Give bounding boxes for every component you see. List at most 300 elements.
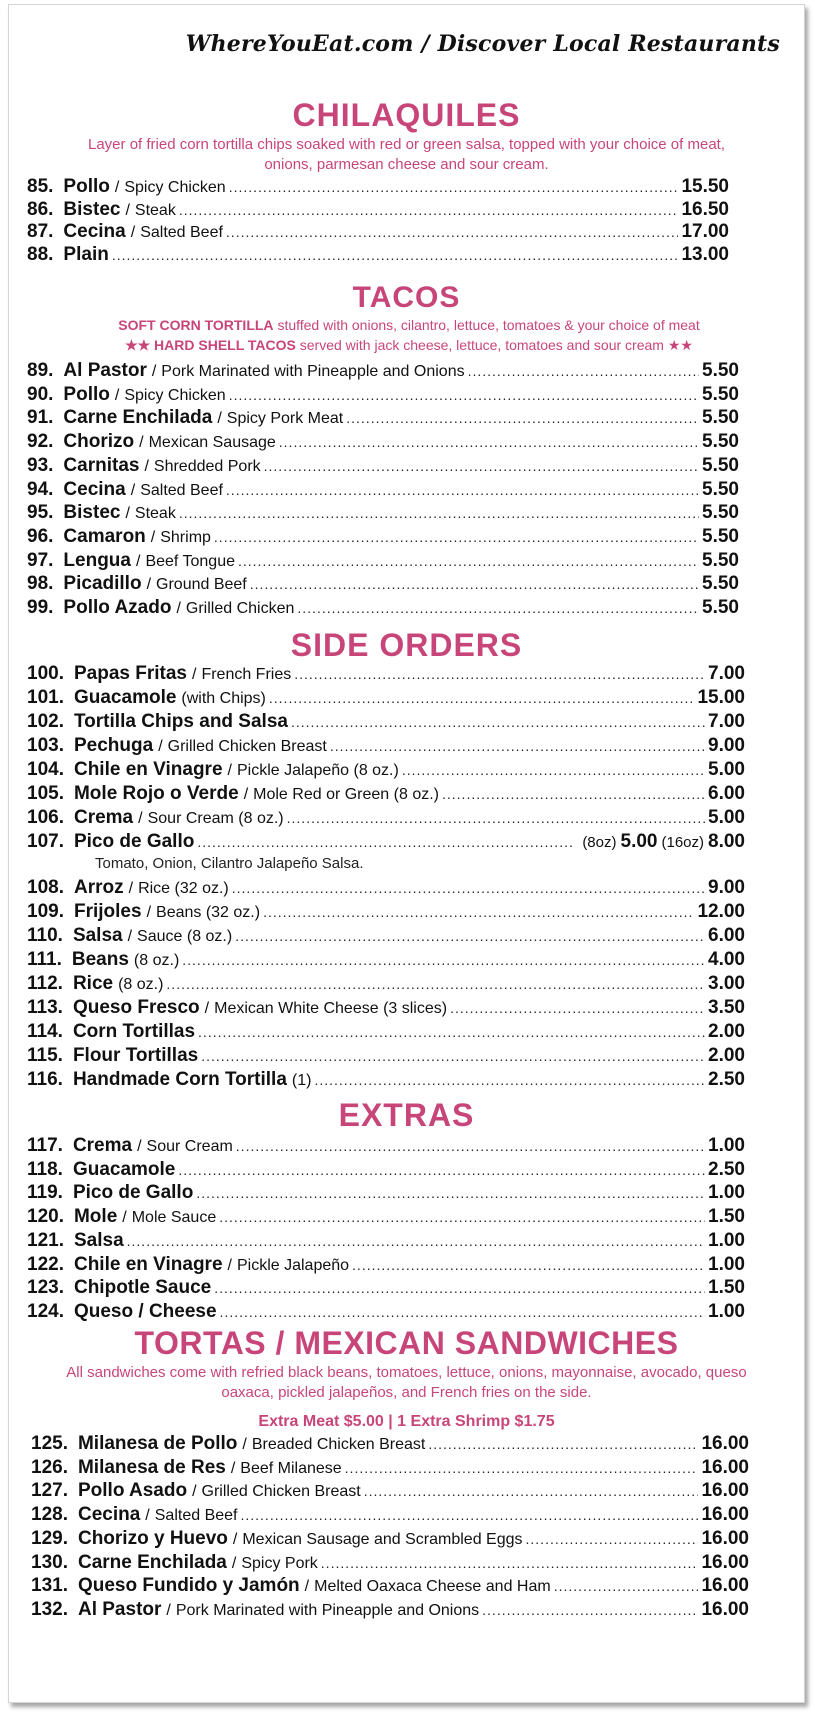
item-separator: / (130, 481, 136, 499)
item-description: Ground Beef (156, 576, 247, 594)
item-price: 4.00 (708, 949, 745, 970)
item-number: 125. (31, 1433, 68, 1454)
item-number: 118. (27, 1158, 63, 1180)
item-name: Bistec (63, 198, 121, 220)
menu-item (27, 997, 745, 1021)
item-price: 16.00 (701, 1527, 749, 1549)
item-description: Spicy Pork (241, 1554, 318, 1572)
item-separator: / (232, 1530, 238, 1548)
item-number: 120. (27, 1206, 64, 1228)
item-price: 6.00 (708, 783, 745, 804)
item-number: 111. (27, 949, 62, 970)
menu-item (31, 1504, 749, 1528)
item-name: Chile en Vinagre (73, 1253, 223, 1275)
item-description: Sauce (8 oz.) (137, 928, 233, 945)
item-number: 128. (31, 1504, 68, 1526)
item-description: Grilled Chicken (185, 600, 295, 617)
item-name: Guacamole (73, 687, 177, 708)
menu-item (27, 1021, 745, 1045)
menu-item (27, 199, 729, 223)
item-separator: / (151, 363, 157, 380)
hard-tacos-text: served with jack cheese, lettuce, tomatoes and sour cream ★★ (299, 337, 693, 353)
site-banner: WhereYouEat.com / Discover Local Restaurants (185, 31, 780, 57)
pico-de-gallo-note: Tomato, Onion, Cilantro Jalapeño Salsa. (95, 855, 364, 872)
dot-leader (240, 1507, 698, 1523)
menu-item (27, 479, 739, 503)
item-description: Spicy Chicken (124, 179, 226, 196)
item-number: 132. (31, 1598, 68, 1620)
item-name: Papas Fritas (73, 663, 187, 684)
chilaquiles-title: CHILAQUILES (292, 97, 521, 133)
item-separator: / (135, 552, 141, 570)
menu-item (27, 973, 745, 997)
menu-item (27, 1182, 745, 1206)
item-number: 130. (31, 1551, 68, 1573)
item-separator: / (230, 1459, 236, 1477)
item-price: 1.00 (708, 1229, 745, 1251)
item-name: Mole Rojo o Verde (73, 783, 239, 804)
dot-leader (330, 738, 705, 754)
item-number: 131. (31, 1575, 68, 1597)
dot-leader (197, 834, 575, 850)
item-separator: / (242, 1436, 247, 1453)
item-price: 5.50 (702, 525, 739, 547)
item-size: (1) (291, 1072, 312, 1089)
menu-item (27, 1206, 745, 1230)
item-description: Mole Red or Green (8 oz.) (253, 786, 439, 803)
menu-item (27, 550, 739, 574)
item-number: 102. (27, 711, 64, 732)
item-number: 98. (27, 573, 54, 595)
item-description: Salted Beef (154, 1507, 238, 1525)
dot-leader (198, 1024, 705, 1040)
item-name: Al Pastor (77, 1598, 162, 1620)
item-name: Guacamole (72, 1158, 176, 1180)
item-separator: / (146, 576, 152, 594)
dot-leader (468, 363, 699, 379)
item-number: 110. (27, 925, 63, 946)
item-name: Chorizo y Huevo (77, 1527, 228, 1549)
item-description: Mole Sauce (131, 1209, 217, 1227)
item-name: Chile en Vinagre (73, 759, 223, 780)
item-description: Shrimp (160, 528, 211, 546)
menu-item (31, 1480, 749, 1504)
item-name: Crema (73, 807, 134, 828)
item-price: 16.00 (701, 1504, 749, 1526)
menu-item (27, 384, 739, 408)
item-separator: / (166, 1601, 171, 1619)
item-name: Cecina (63, 221, 126, 242)
item-number: 119. (27, 1182, 63, 1204)
item-description: Rice (32 oz.) (138, 880, 229, 897)
dot-leader (236, 1138, 705, 1154)
menu-item (27, 759, 745, 783)
menu-item (27, 735, 745, 759)
menu-item (31, 1599, 749, 1623)
menu-item (27, 877, 745, 901)
item-number: 93. (27, 454, 54, 476)
menu-item (27, 431, 739, 455)
item-price: 5.00 (708, 807, 745, 828)
dot-leader (182, 952, 705, 968)
dot-leader (314, 1072, 705, 1088)
item-price: 5.50 (702, 478, 739, 500)
item-price: 5.50 (702, 573, 739, 595)
dot-leader (127, 1233, 705, 1249)
dot-leader (297, 600, 699, 616)
item-number: 127. (31, 1480, 68, 1502)
item-separator: / (137, 1138, 142, 1155)
item-name: Salsa (72, 925, 123, 946)
item-number: 87. (27, 221, 54, 242)
item-number: 94. (27, 478, 54, 500)
item-price: 6.00 (708, 925, 745, 946)
item-number: 96. (27, 525, 54, 547)
item-separator: / (122, 1209, 127, 1227)
item-name: Pico de Gallo (73, 831, 195, 852)
item-name: Al Pastor (63, 360, 147, 381)
item-name: Queso Fundido y Jamón (77, 1575, 300, 1597)
item-separator: / (304, 1578, 310, 1596)
item-separator: / (227, 762, 232, 779)
item-number: 90. (27, 383, 54, 405)
dot-leader (250, 576, 699, 592)
item-name: Handmade Corn Tortilla (72, 1069, 287, 1090)
menu-item (27, 1277, 745, 1301)
menu-item (27, 573, 739, 597)
menu-item (27, 1045, 745, 1069)
item-description: Mexican Sausage (148, 434, 276, 452)
menu-item (27, 1069, 745, 1093)
item-price: 16.50 (681, 198, 729, 220)
item-price: 2.00 (708, 1045, 745, 1066)
item-price: 1.50 (708, 1277, 745, 1299)
item-number: 126. (31, 1456, 68, 1478)
item-number: 88. (27, 243, 54, 265)
menu-item (27, 221, 729, 245)
menu-item (27, 1301, 745, 1325)
item-number: 89. (27, 360, 54, 381)
item-description: Steak (134, 505, 176, 523)
item-price: 16.00 (701, 1551, 749, 1573)
menu-item (31, 1552, 749, 1576)
item-price: 16.00 (701, 1456, 749, 1478)
item-separator: / (158, 738, 163, 755)
item-name: Pollo (63, 176, 110, 197)
item-name: Frijoles (73, 901, 142, 922)
item-number: 114. (27, 1021, 63, 1042)
item-name: Picadillo (63, 573, 142, 595)
tacos-description-hard (29, 337, 789, 354)
dot-leader (220, 1304, 705, 1320)
item-name: Flour Tortillas (72, 1045, 199, 1066)
dot-leader (287, 810, 705, 826)
dot-leader (238, 553, 699, 569)
item-number: 86. (27, 198, 54, 220)
dot-leader (179, 202, 679, 218)
menu-item (27, 901, 745, 925)
item-description: Salted Beef (140, 224, 223, 241)
item-name: Pollo (63, 383, 110, 405)
soft-tacos-text: stuffed with onions, cilantro, lettuce, tomatoes & your choice of meat (277, 317, 700, 333)
item-number: 129. (31, 1527, 68, 1549)
item-name: Rice (72, 973, 114, 994)
dot-leader (450, 1000, 705, 1016)
tortas-extra-note: Extra Meat $5.00 | 1 Extra Shrimp $1.75 (258, 1413, 555, 1430)
item-name: Cecina (77, 1504, 141, 1526)
item-price: 5.00 (620, 831, 658, 852)
menu-item (31, 1433, 749, 1457)
item-price: 5.50 (702, 431, 739, 453)
dot-leader (166, 976, 705, 992)
item-description: Shredded Pork (153, 457, 261, 475)
item-price: 1.50 (708, 1206, 745, 1228)
dot-leader (232, 880, 705, 896)
item-size: (16oz) (661, 834, 705, 851)
menu-item (27, 925, 745, 949)
item-description: Grilled Chicken Breast (167, 738, 327, 755)
item-separator: / (128, 880, 134, 897)
item-size: (with Chips) (181, 690, 266, 707)
item-number: 112. (27, 973, 63, 994)
item-price: 16.00 (701, 1575, 749, 1597)
item-number: 92. (27, 431, 54, 453)
dot-leader (294, 666, 705, 682)
item-price: 15.00 (697, 687, 745, 708)
item-name: Queso Fresco (72, 997, 200, 1018)
menu-item (27, 360, 739, 384)
item-separator: / (114, 386, 120, 404)
item-price: 12.00 (697, 901, 745, 922)
item-price: 1.00 (708, 1300, 745, 1322)
menu-item (27, 807, 745, 831)
item-price: 16.00 (701, 1433, 749, 1454)
dot-leader (402, 762, 705, 778)
item-number: 97. (27, 549, 54, 571)
hard-tacos-label: ★★ HARD SHELL TACOS (125, 337, 296, 353)
dot-leader (345, 1460, 699, 1476)
item-price: 9.00 (708, 735, 745, 756)
item-separator: / (176, 600, 181, 617)
item-name: Salsa (73, 1229, 124, 1251)
item-number: 105. (27, 783, 64, 804)
item-separator: / (144, 457, 149, 475)
menu-item (27, 949, 745, 973)
item-description: Pork Marinated with Pineapple and Onions (175, 1601, 480, 1619)
menu-item (27, 1135, 745, 1159)
item-separator: / (150, 528, 156, 546)
item-number: 100. (27, 663, 64, 684)
item-number: 104. (27, 759, 64, 780)
item-number: 109. (27, 901, 64, 922)
item-name: Carnitas (63, 454, 140, 476)
dot-leader (219, 1209, 705, 1225)
menu-item (31, 1575, 749, 1599)
item-number: 95. (27, 502, 54, 524)
dot-leader (263, 904, 694, 920)
item-separator: / (191, 666, 197, 683)
item-description: Sour Cream (146, 1138, 233, 1155)
item-price: 16.00 (701, 1598, 749, 1620)
item-number: 85. (27, 176, 54, 197)
item-number: 103. (27, 735, 64, 756)
dot-leader (201, 1048, 705, 1064)
item-number: 107. (27, 831, 64, 852)
tortas-description: All sandwiches come with refried black beans, tomatoes, lettuce, onions, mayonnaise, avocado, queso oaxaca, pickled jalapeños, and French fries on the side. (66, 1364, 747, 1401)
item-separator: / (146, 904, 152, 921)
item-separator: / (139, 434, 144, 452)
dot-leader (526, 1531, 699, 1547)
dot-leader (291, 714, 705, 730)
menu-item (31, 1457, 749, 1481)
dot-leader (269, 690, 695, 706)
soft-tacos-label: SOFT CORN TORTILLA (118, 317, 274, 333)
item-separator: / (192, 1483, 197, 1501)
item-number: 124. (27, 1300, 64, 1322)
item-number: 101. (27, 687, 64, 708)
item-description: Mexican White Cheese (3 slices) (214, 1000, 448, 1017)
item-name: Milanesa de Res (77, 1456, 226, 1478)
tortas-title: TORTAS / MEXICAN SANDWICHES (134, 1325, 679, 1361)
item-name: Queso / Cheese (73, 1300, 217, 1322)
menu-item (27, 687, 745, 711)
menu-item (27, 244, 729, 268)
chilaquiles-description: Layer of fried corn tortilla chips soaked with red or green salsa, topped with your choice of meat, onions, parmesan cheese and sour cream. (88, 136, 725, 173)
item-name: Carne Enchilada (77, 1551, 227, 1573)
item-description: Grilled Chicken Breast (201, 1483, 361, 1501)
item-name: Pechuga (73, 735, 154, 756)
item-name: Beans (71, 949, 129, 970)
item-description: Pickle Jalapeño (8 oz.) (236, 762, 399, 779)
item-price: 15.50 (681, 176, 729, 197)
item-number: 123. (27, 1277, 64, 1299)
dot-leader (279, 434, 699, 450)
menu-item (27, 1159, 745, 1183)
dot-leader (226, 224, 679, 240)
dot-leader (226, 482, 699, 498)
item-description: French Fries (201, 666, 292, 683)
item-separator: / (145, 1507, 150, 1525)
menu-item (27, 176, 729, 200)
item-name: Mole (73, 1206, 118, 1228)
item-description: Mexican Sausage and Scrambled Eggs (242, 1530, 523, 1548)
dot-leader (352, 1257, 705, 1273)
item-name: Plain (63, 243, 109, 265)
dot-leader (229, 387, 699, 403)
item-size: (8 oz.) (133, 952, 180, 969)
item-price: 7.00 (708, 711, 745, 732)
dot-leader (364, 1483, 699, 1499)
dot-leader (321, 1555, 699, 1571)
item-price: 16.00 (701, 1480, 749, 1502)
item-name: Lengua (63, 549, 131, 571)
item-name: Carne Enchilada (63, 407, 213, 429)
tacos-description-soft (29, 317, 789, 333)
item-price: 5.50 (702, 383, 739, 405)
menu-item (27, 711, 745, 735)
item-separator: / (204, 1000, 210, 1017)
dot-leader (112, 247, 679, 263)
item-name: Pollo Azado (63, 597, 172, 618)
item-price: 17.00 (681, 221, 729, 242)
dot-leader (196, 1185, 705, 1201)
item-number: 121. (27, 1229, 64, 1251)
item-number: 117. (27, 1135, 63, 1156)
item-description: Beef Tongue (145, 552, 235, 570)
item-price: 7.00 (708, 663, 745, 684)
item-description: Sour Cream (8 oz.) (147, 810, 284, 827)
menu-item (27, 455, 739, 479)
item-price: 5.50 (702, 597, 739, 618)
tacos-title: TACOS (352, 281, 461, 314)
item-separator: / (127, 928, 133, 945)
item-description: Melted Oaxaca Cheese and Ham (314, 1578, 551, 1596)
item-description: Steak (134, 201, 176, 219)
item-name: Tortilla Chips and Salsa (73, 711, 288, 732)
menu-item (27, 407, 739, 431)
item-description: Breaded Chicken Breast (251, 1436, 426, 1453)
item-price: 1.00 (708, 1182, 745, 1204)
menu-item (27, 502, 739, 526)
extras-title: EXTRAS (338, 1097, 475, 1133)
dot-leader (442, 786, 705, 802)
dot-leader (428, 1436, 698, 1452)
item-description: Pickle Jalapeño (236, 1256, 350, 1274)
item-price: 3.00 (708, 973, 745, 994)
menu-item (27, 1230, 745, 1254)
item-price: 8.00 (708, 831, 745, 852)
dot-leader (346, 410, 699, 426)
menu-item (27, 597, 739, 621)
item-name: Cecina (63, 478, 126, 500)
item-price: 5.00 (708, 759, 745, 780)
item-description: Salted Beef (140, 481, 223, 499)
item-price: 1.00 (708, 1253, 745, 1275)
item-number: 116. (27, 1069, 63, 1090)
item-name: Crema (72, 1135, 133, 1156)
item-name: Pollo Asado (77, 1480, 188, 1502)
item-price: 5.50 (702, 360, 739, 381)
dot-leader (178, 1162, 705, 1178)
item-size: (8 oz.) (118, 976, 164, 993)
menu-page (8, 4, 805, 1703)
item-price: 2.50 (708, 1158, 745, 1180)
item-price: 13.00 (681, 243, 729, 265)
item-name: Camaron (63, 525, 146, 547)
item-number: 122. (27, 1253, 64, 1275)
item-price: 5.50 (702, 407, 739, 429)
item-description: Spicy Chicken (124, 386, 226, 404)
dot-leader (214, 529, 699, 545)
menu-item (31, 1528, 749, 1552)
menu-item (27, 663, 745, 687)
item-name: Bistec (63, 502, 121, 524)
item-number: 115. (27, 1045, 63, 1066)
item-name: Pico de Gallo (72, 1182, 194, 1204)
item-name: Arroz (73, 877, 124, 898)
menu-item (27, 783, 745, 807)
item-separator: / (138, 810, 143, 827)
dot-leader (264, 458, 699, 474)
item-description: Beans (32 oz.) (156, 904, 261, 921)
item-description: Beef Milanese (240, 1459, 342, 1477)
item-price: 1.00 (708, 1135, 745, 1156)
item-separator: / (114, 179, 120, 196)
item-number: 99. (27, 597, 54, 618)
item-separator: / (231, 1554, 237, 1572)
item-price: 2.00 (708, 1021, 745, 1042)
dot-leader (235, 928, 705, 944)
